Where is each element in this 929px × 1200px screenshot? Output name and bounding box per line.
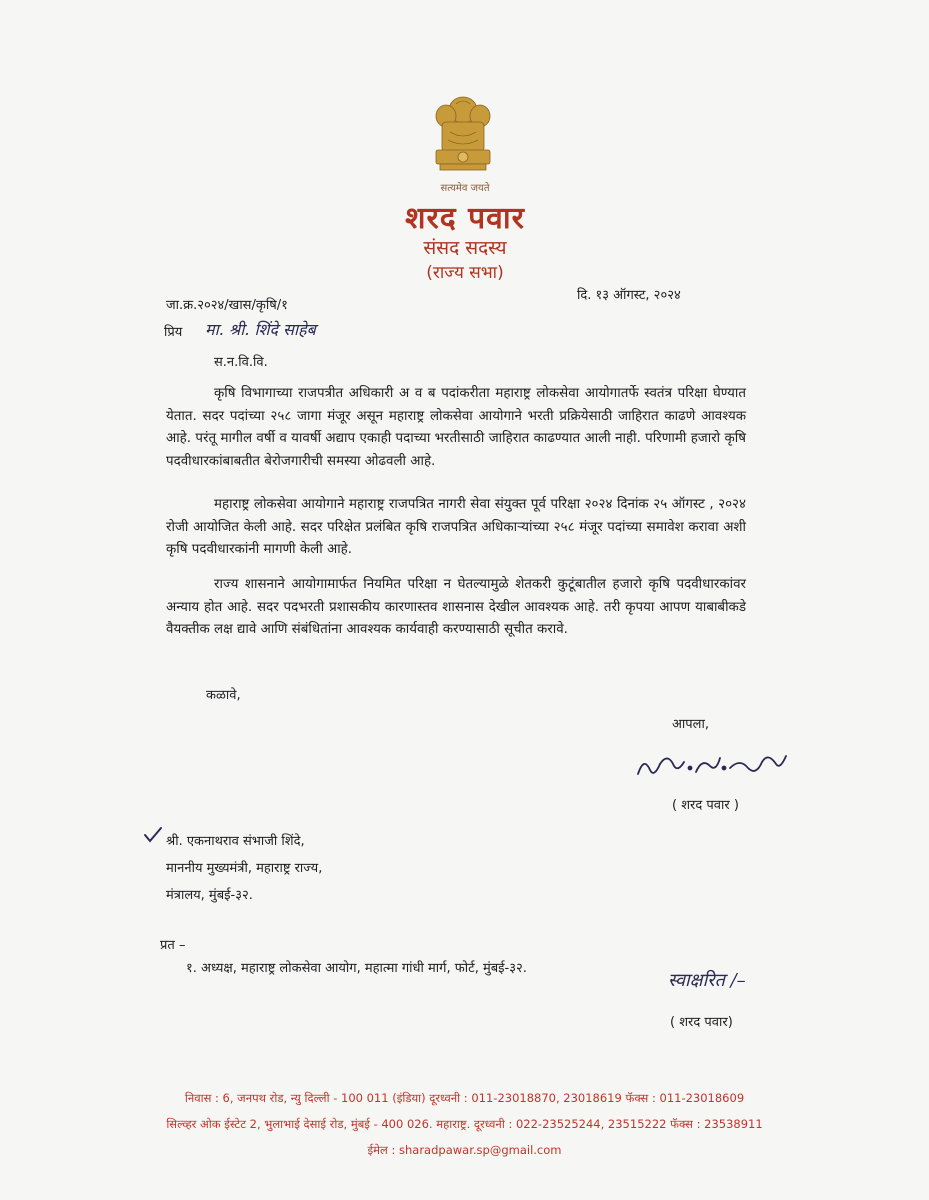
address-line: श्री. एकनाथराव संभाजी शिंदे,	[166, 834, 305, 849]
sender-name: शरद पवार	[405, 201, 525, 236]
footer-residence: निवास : 6, जनपथ रोड, न्यु दिल्ली - 100 011 (इंडिया) दूरध्वनी : 011-23018870, 23018619 फॅक्स : 011-23018609	[184, 1091, 745, 1105]
valediction: आपला,	[672, 717, 709, 732]
emblem-motto: सत्यमेव जयते	[440, 183, 490, 194]
handwritten-signature	[630, 742, 810, 782]
closing: कळावे,	[206, 688, 241, 703]
signatory-name: ( शरद पवार )	[672, 798, 739, 813]
letter-date: दि. १३ ऑगस्ट, २०२४	[577, 288, 681, 303]
copy-label: प्रत –	[160, 938, 186, 953]
check-mark-icon	[143, 826, 163, 844]
salutation: प्रिय	[164, 325, 183, 340]
attested-signatory: ( शरद पवार)	[670, 1015, 733, 1030]
sender-house: (राज्य सभा)	[426, 263, 504, 283]
address-line: माननीय मुख्यमंत्री, महाराष्ट्र राज्य,	[166, 861, 323, 876]
body-paragraph: कृषि विभागाच्या राजपत्रीत अधिकारी अ व ब पदांकरीता महाराष्ट्र लोकसेवा आयोगातर्फे स्वतंत्र परिक्षा घेण्यात येतात. सदर पदांच्या २५८ जागा मंजूर असून महाराष्ट्र लोकसेवा आयोगाने भरती प्रक्रियेसाठी जाहिरात काढणे आवश्यक आहे. परंतू मागील वर्षी व यावर्षी अद्याप एकाही पदाच्या भरतीसाठी जाहिरात काढण्यात आली नाही. परिणामी हजारो कृषि पदवीधारकांबाबतीत बेरोजगारीची समस्या ओढवली आहे.	[166, 386, 746, 469]
footer-email: ईमेल : sharadpawar.sp@gmail.com	[367, 1143, 562, 1157]
handwritten-addressee: मा. श्री. शिंदे साहेब	[205, 320, 316, 339]
national-emblem-icon	[428, 92, 498, 192]
footer-mumbai-address: सिल्व्हर ओक ईस्टेट 2, भुलाभाई देसाई रोड, मुंबई - 400 026. महाराष्ट्र. दूरध्वनी : 022-23525244, 23515222 फॅक्स : 23538911	[166, 1117, 763, 1131]
body-paragraph: महाराष्ट्र लोकसेवा आयोगाने महाराष्ट्र राजपत्रित नागरी सेवा संयुक्त पूर्व परिक्षा २०२४ दिनांक २५ ऑगस्ट , २०२४ रोजी आयोजित केली आहे. सदर परिक्षेत प्रलंबित कृषि राजपत्रित अधिकाऱ्यांच्या २५८ मंजूर पदांच्या समावेश करावा अशी कृषि पदवीधारकांनी मागणी केली आहे.	[166, 497, 746, 557]
copy-item: १. अध्यक्ष, महाराष्ट्र लोकसेवा आयोग, महात्मा गांधी मार्ग, फोर्ट, मुंबई-३२.	[186, 961, 527, 976]
recipient-address	[166, 828, 322, 909]
greeting: स.न.वि.वि.	[214, 355, 268, 370]
sender-designation: संसद सदस्य	[423, 237, 507, 259]
body-paragraph: राज्य शासनाने आयोगामार्फत नियमित परिक्षा न घेतल्यामुळे शेतकरी कुटूंबातील हजारो कृषि पदवीधारकांवर अन्याय होत आहे. सदर पदभरती प्रशासकीय कारणास्तव शासनास देखील आवश्यक आहे. तरी कृपया आपण याबाबीकडे वैयक्तीक लक्ष द्यावे आणि संबंधितांना आवश्यक कार्यवाही करण्यासाठी सूचीत करावे.	[166, 577, 746, 637]
address-line: मंत्रालय, मुंबई-३२.	[166, 888, 253, 903]
reference-number: जा.क्र.२०२४/खास/कृषि/१	[166, 298, 288, 313]
attested-note: स्वाक्षरित /–	[668, 970, 746, 991]
